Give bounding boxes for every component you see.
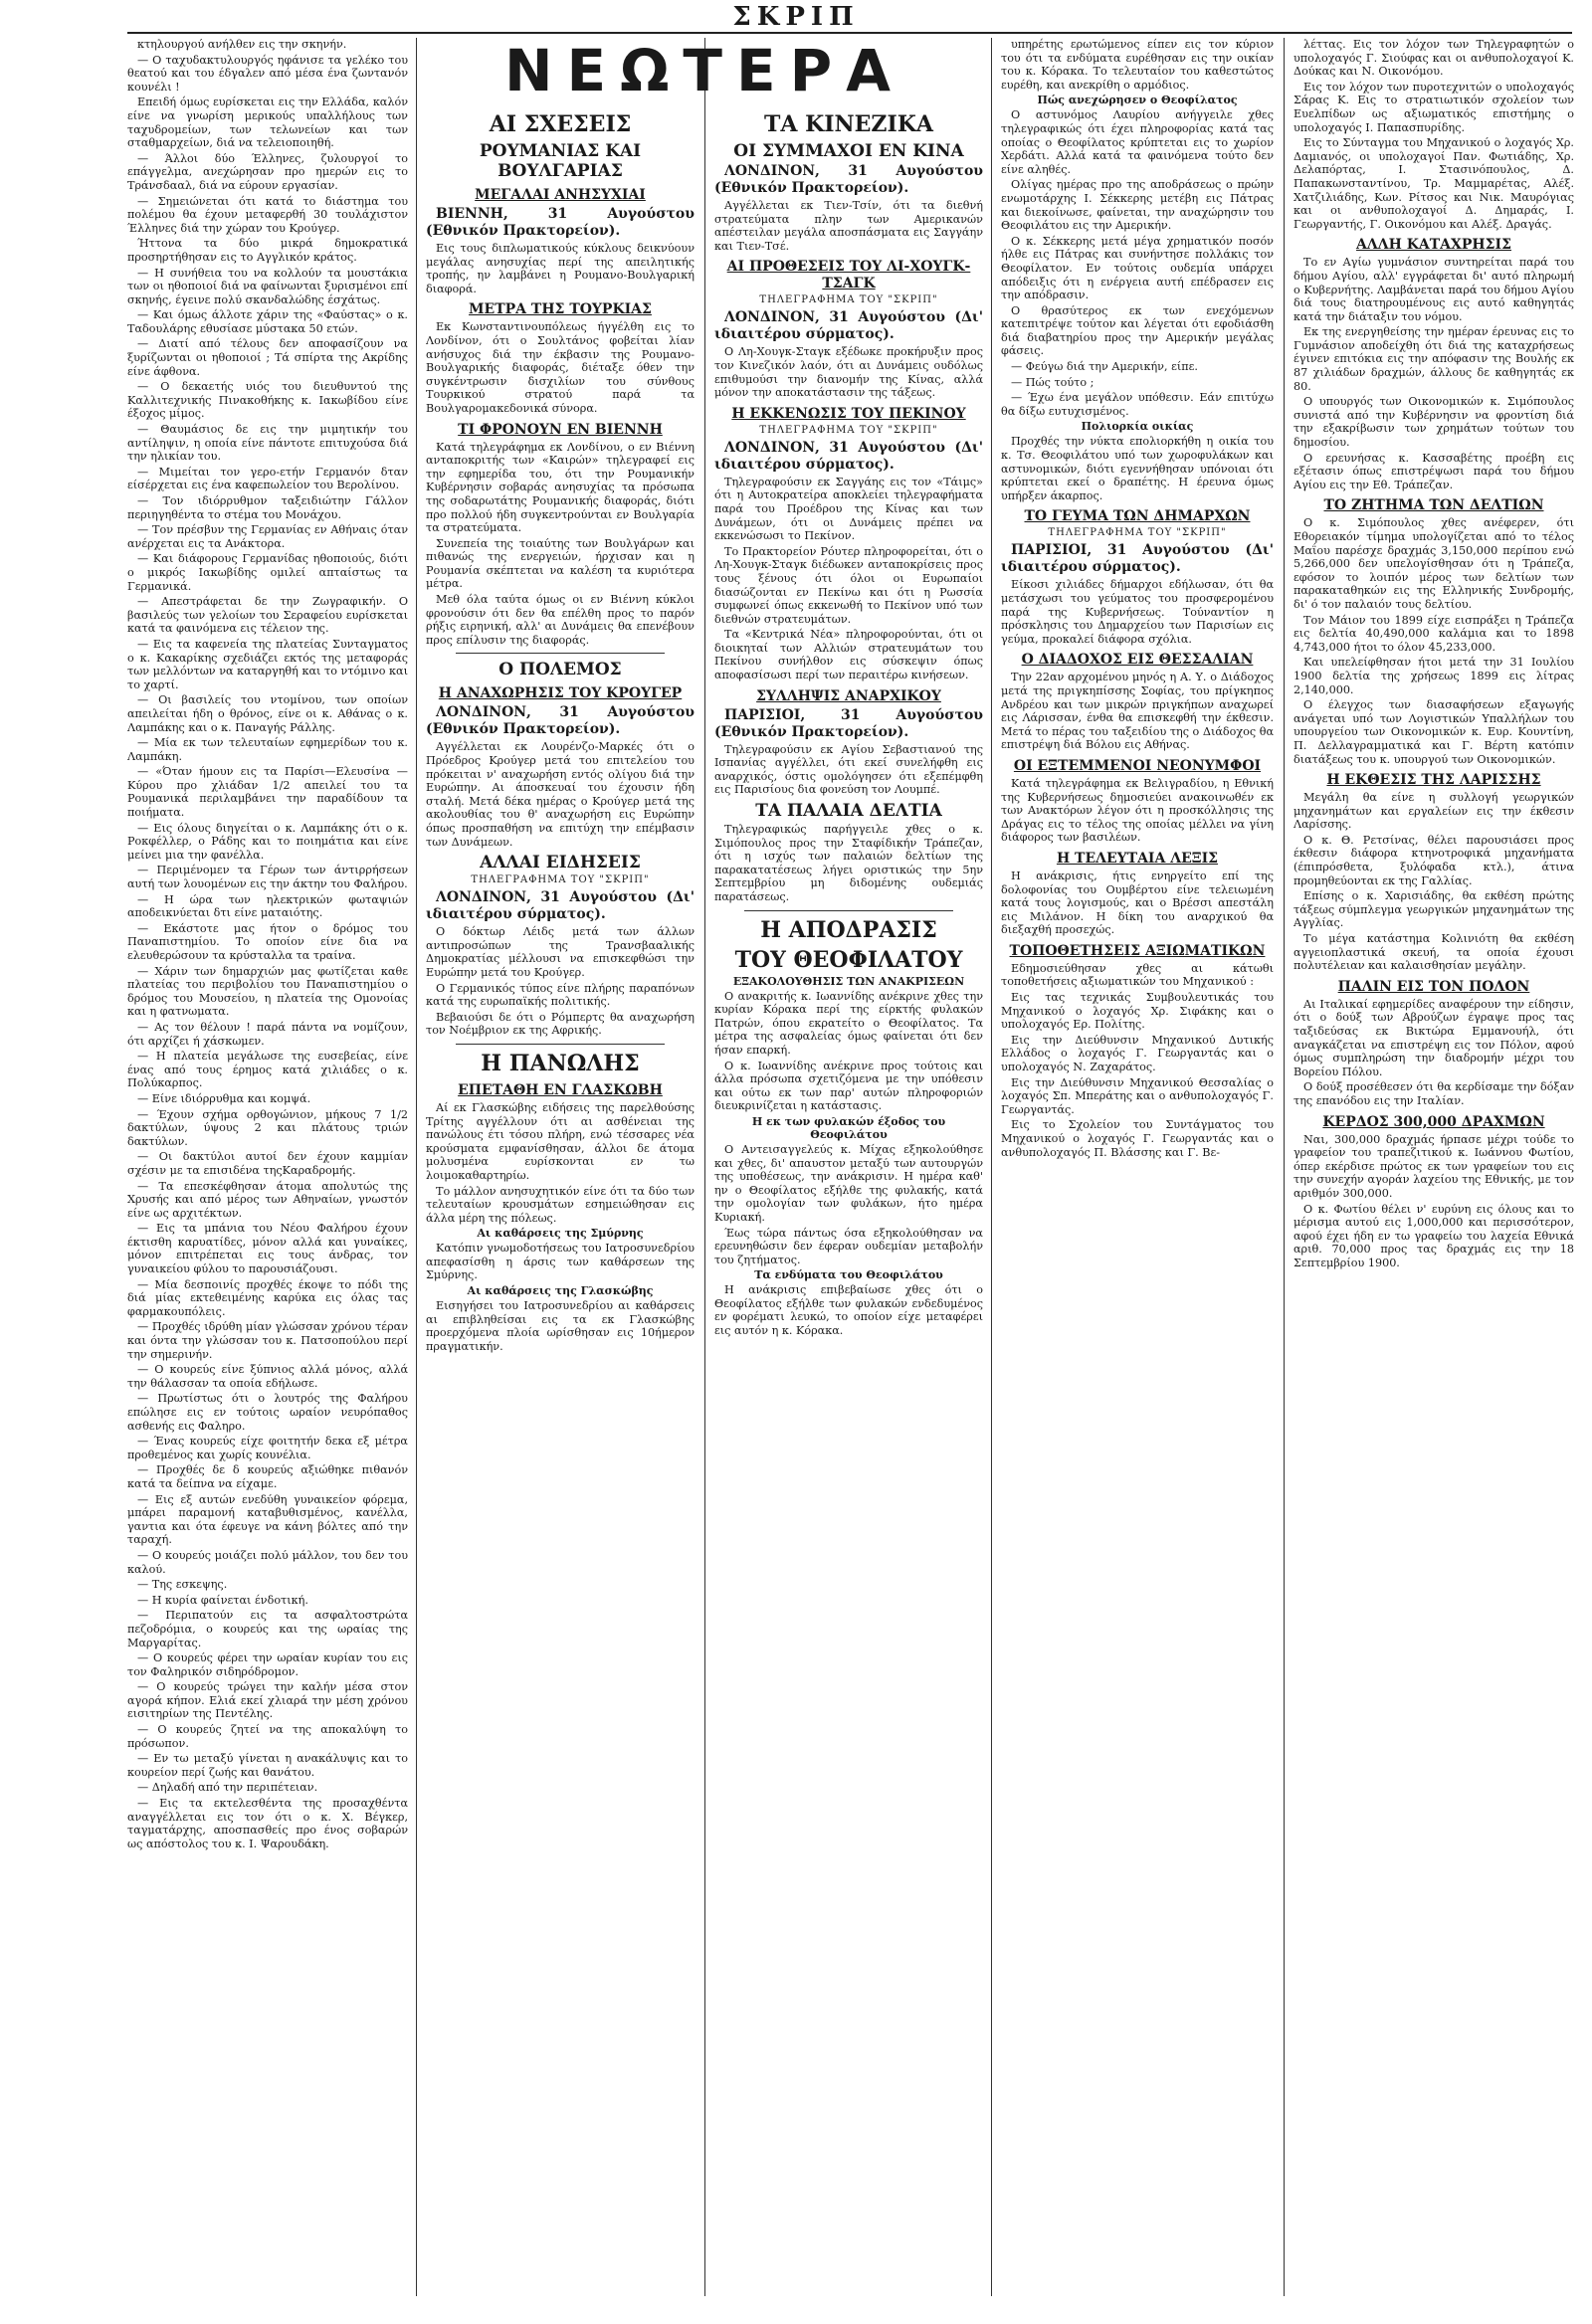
paragraph: Αι Ιταλικαί εφημερίδες αναφέρουν την είδησιν, ότι ο δούξ των Αβρούζων έγραψε προς τας ταξιδεύσας εκ Βικτώρα Εμμανουήλ, ότι αναγκάζεται να επιστρέψη εις τον Πόλον, αφού όμως συμπληρώση την διαδρομήν μέχρι του Βορείου Πόλου. <box>1294 997 1574 1078</box>
headline-anarchist-arrest: ΣΥΛΛΗΨΙΣ ΑΝΑΡΧΙΚΟΥ <box>756 687 941 704</box>
paragraph: Προχθές την νύκτα επολιορκήθη η οικία του κ. Τσ. Θεοφιλάτου υπό των χωροφυλάκων και αστυνομικών, διότι εγεννήθησαν υπόνοιαι ότι κρύπτεται εκεί ο δραπέτης. Η έρευνα όμως υπήρξεν άκαρπος. <box>1001 435 1274 502</box>
column-3 <box>714 107 983 2296</box>
paragraph: — Η ώρα των ηλεκτρικών φωταψιών αποδεικνύεται δτι είνε ματαιότης. <box>127 892 408 920</box>
paragraph: Τηλεγραφικώς παρήγγειλε χθες ο κ. Σιμόπουλος προς την Σταφίδικήν Τράπεζαν, ότι η ισχύς των παλαιών δελτίων της παρακατατέσεως λήγει οριστικώς την 5ην Σεπτεμβρίου μη διδομένης ουδεμιάς παρατάσεως. <box>714 823 983 903</box>
paragraph: — Θαυμάσιος δε εις την μιμητικήν του αντίληψιν, η οποία είνε πάντοτε επιτυχούσα διά την ηλικίαν του. <box>127 423 408 464</box>
paragraph: — Και διάφορους Γερμανίδας ηθοποιούς, διότι ο μικρός Ιακωβίδης ομιλεί απταίστως τα Γερμανικά. <box>127 552 408 593</box>
headline-officer-postings: ΤΟΠΟΘΕΤΗΣΕΙΣ ΑΞΙΩΜΑΤΙΚΩΝ <box>1009 942 1266 959</box>
paragraph: — Ο κουρεύς τρώγει την καλήν μέσα στον αγορά κήπον. Ελιά εκεί χλιαρά την μέση χρόνου εισιτηρίων της Πεντέλης. <box>127 1680 408 1721</box>
paragraph: — Εκάστοτε μας ήτον ο δρόμος του Παναπιστημίου. Το οποίον είνε δια να ελευθερώσουν τα κρύσταλλα τα τραίνα. <box>127 921 408 962</box>
column-rule <box>416 38 417 2296</box>
paragraph: Ο κ. Σιμόπουλος χθες ανέφερεν, ότι Εθορειακόν τίμημα υπολογίζεται από το τέλος Μαΐου παρέσχε δραχμάς 3,150,000 περίπου ενώ 5,266,000 δεν υπελογίσθησαν ότι η Τράπεζα, εφόσον το λοιπόν μέρος των δελτίων των παρακαταθηκών εις της Ελληνικής Συνδρομής, δι' ό τον παλαιόν τους δελτίου. <box>1294 516 1574 611</box>
paragraph: — Μία εκ των τελευταίων εφημερίδων του κ. Λαμπάκη. <box>127 736 408 763</box>
paragraph: — «Όταν ήμουν εις τα Παρίσι—Ελευσίνα —Κύρου προ χλιάδαν 1/2 απειλεί του τα Ρουμανικά περιλαμβάνει την παραδίδουν τα ποιήματα. <box>127 765 408 820</box>
paragraph: Ήττονα τα δύο μικρά δημοκρατικά προσηρτήθησαν εις το Αγγλικόν κράτος. <box>127 237 408 264</box>
column-2 <box>426 107 695 2296</box>
paragraph: Συνεπεία της τοιαύτης των Βουλγάρων και πιθανώς της ενεργειών, ήρχισαν και η Ρουμανία σκέπτεται να καλέση τα κυριότερα μέτρα. <box>426 536 695 591</box>
paragraph: Επίσης ο κ. Χαρισιάδης, θα εκθέση πρώτης τάξεως σύμπλεγμα γεωργικών μηχανημάτων της Αγγλίας. <box>1294 889 1574 930</box>
paragraph: υπηρέτης ερωτώμενος είπεν εις τον κύριον του ότι τα ενδύματα ευρέθησαν εις την οικίαν του κ. Κόρακα. Το τελευταίον του καθεστώτος ευρέθη, και ανεκρίθη ο αρμόδιος. <box>1001 38 1274 92</box>
telegram-label: ΤΗΛΕΓΡΑΦΗΜΑ ΤΟΥ "ΣΚΡΙΠ" <box>759 424 938 436</box>
paragraph: — Χάριν των δημαρχιών μας φωτίζεται καθε πλατείας του περιβολίου του Παναπιστημίου ο δρόμος του Μουσείου, η πλατεία της Ομονοίας και η φατνωματα. <box>127 964 408 1019</box>
paragraph: Ολίγας ημέρας προ της αποδράσεως ο πρώην ενωμοτάρχης Ι. Σέκκερης μετέβη εις Πάτρας και διεκοίνωσε, φαίνεται, την αναχώρησιν του Θεοφιλάτου εις την Αμερικήν. <box>1001 178 1274 233</box>
headline-romania-bulgaria: ΡΟΥΜΑΝΙΑΣ ΚΑΙ ΒΟΥΛΓΑΡΙΑΣ <box>479 141 642 181</box>
paragraph: Εις το Σύνταγμα του Μηχανικού ο λοχαγός Χρ. Δαμιανός, οι υπολοχαγοί Παν. Φωτιάδης, Χρ. Δελαπόρτας, I. Στασινόπουλος, Δ. Παπακωνσταντίνου, Τρ. Μαμμαρέτας, Αλέξ. Χατζιλιάδης, Κων. Ρίτσος και Νικ. Μαυρόγιας και οι ανθυπολοχαγοί Δ. Δημαράς, Ι. Γεωργαντής, Γ. Οικονόμου και Αλέξ. Δραγάς. <box>1294 136 1574 231</box>
subhead-glasgow: ΕΠΕΤΑΘΗ ΕΝ ΓΛΑΣΚΩΒΗ <box>458 1081 663 1098</box>
headline-turkey-measures: ΜΕΤΡΑ ΤΗΣ ΤΟΥΡΚΙΑΣ <box>469 301 652 318</box>
paragraph: Εδημοσιεύθησαν χθες αι κάτωθι τοποθετήσεις αξιωματικών του Μηχανικού : <box>1001 961 1274 989</box>
paragraph: Τηλεγραφούσιν εκ Σαγγάης εις τον «Τάιμς» ότι η Αυτοκρατείρα αποκλείει τηλεγραφήματα παρά του Προέδρου της Κίνας και των Δυνάμεων, ότι οι Δυνάμεις πρέπει να εκκενώσωσι το Πεκίνον. <box>714 475 983 543</box>
paragraph: — Εις τα μπάνια του Νέου Φαλήρου έχουν έκτισθη καρυατίδες, μόνον αλλά και γυναίκες, μόνον επιτρέπεται εις τους άνδρας, τον γυναικείου φύλου το παρουσιάζουσι. <box>127 1222 408 1276</box>
paragraph: — Και όμως άλλοτε χάριν της «Φαύστας» ο κ. Ταδουλάρης εθυσίασε μύστακα 50 ετών. <box>127 308 408 335</box>
paragraph: Εις τας τεχνικάς Συμβουλευτικάς του Μηχανικού ο λοχαγός Χρ. Σιφάκης και ο υπολοχαγός Ερ. Πολίτης. <box>1001 991 1274 1032</box>
headline-old-coupons: ΤΑ ΠΑΛΑΙΑ ΔΕΛΤΙΑ <box>755 801 942 822</box>
paragraph: Την 22αν αρχομένου μηνός η Α. Υ. ο Διάδοχος μετά της πριγκηπίσσης Σοφίας, του πρίγκηπος Ανδρέου και των μικρών πριγκήπων αναχωρεί εις Λάρισσαν, ένθα θα επισκεφθή την έκθεσιν. Μετά το πέρας του ταξειδίου της ο Διάδοχος θα επιστρέψη διά Βόλου εις Αθήνας. <box>1001 671 1274 752</box>
dateline: ΛΟΝΔΙΝΟΝ, 31 Αυγούστου (Δι' ιδιαιτέρου σύρματος). <box>426 889 695 923</box>
headline-peking-evacuation: Η ΕΚΚΕΝΩΣΙΣ ΤΟΥ ΠΕΚΙΝΟΥ <box>731 405 966 422</box>
paragraph: — Ο ταχυδακτυλουργός ηφάνισε τα γελέκο του θεατού και του έδγαλεν από μέσα ένα ζωντανόν κουνέλι ! <box>127 53 408 94</box>
subhead: Αι καθάρσεις της Σμύρνης <box>477 1227 644 1241</box>
paragraph: Ναι, 300,000 δραχμάς ήρπασε μέχρι τούδε το γραφείον του τραπεζιτικού κ. Ιωάννου Φωτίου, όπερ εκέρδισε πρώτος εκ των γραφείων του εις την συνεχήν αγοράν λαχείου της Εθνικής, με τον αριθμόν 300,000. <box>1294 1132 1574 1200</box>
paragraph: Κατόπιν γνωμοδοτήσεως του Ιατροσυνεδρίου απεφασίσθη η άρσις των καθάρσεων της Σμύρνης. <box>426 1242 695 1282</box>
column-rule <box>1284 38 1285 2296</box>
subhead: Πολιορκία οικίας <box>1081 420 1194 434</box>
headline-larissa-exhibition: Η ΕΚΘΕΣΙΣ ΤΗΣ ΛΑΡΙΣΣΗΣ <box>1326 772 1541 789</box>
paragraph: — Εις όλους διηγείται ο κ. Λαμπάκης ότι ο κ. Ροκφέλλερ, ο Ράδης και το ποιημάτια και είνε μείνει μια την φανέλλα. <box>127 821 408 862</box>
paragraph: — Δηλαδή από την περιπέτειαν. <box>137 1781 318 1795</box>
paragraph: — Απεστράφεται δε την Ζωγραφικήν. Ο βασιλεύς των γελοίων του Σεραφείου ευρίσκεται κατά τα φαινόμενα εις τέλειον της. <box>127 595 408 636</box>
telegram-label: ΤΗΛΕΓΡΑΦΗΜΑ ΤΟΥ "ΣΚΡΙΠ" <box>471 874 650 886</box>
headline-allies-china: ΟΙ ΣΥΜΜΑΧΟΙ ΕΝ ΚΙΝΑ <box>733 141 964 161</box>
paragraph: — Περιμένομεν τα Γέρων των άντιρρήσεων αυτή των λουομένων εις την άκτην του Φαλήρου. <box>127 864 408 891</box>
headline-war: Ο ΠΟΛΕΜΟΣ <box>498 660 622 680</box>
paragraph: Ο δούξ προσέθεσεν ότι θα κερδίσαμε την δόξαν της επανόδου εις την Ιταλίαν. <box>1294 1080 1574 1107</box>
paragraph: Ο κ. Φωτίου θέλει ν' ευρύνη εις όλους και το μέρισμα αυτού εις 1,000,000 και περισσότερον, αφού έχει ήδη εν τω γραφείω του λαχεία Εθνικά αριθ. 70,000 προς τας δραχμάς εις την 18 Σεπτεμβρίου 1900. <box>1294 1202 1574 1269</box>
paragraph: — Εν τω μεταξύ γίνεται η ανακάλυψις και το κουρείον περί ζωής και θανάτου. <box>127 1752 408 1779</box>
paragraph: — Τον πρέσβυν της Γερμανίας εν Αθήναις όταν ανέρχεται εις τα Ανάκτορα. <box>127 523 408 550</box>
paragraph: Μεθ όλα ταύτα όμως οι εν Βιέννη κύκλοι φρονούσιν ότι δεν θα επέλθη προς το παρόν ρήξις ειρηνική, αλλ' αι Δυνάμεις θα επενέβουν προς επίλυσιν της διαφοράς. <box>426 593 695 647</box>
paragraph: — Η κυρία φαίνεται ένδοτική. <box>137 1593 308 1607</box>
subhead-investigations: ΕΞΑΚΟΛΟΥΘΗΣΙΣ ΤΩΝ ΑΝΑΚΡΙΣΕΩΝ <box>732 974 965 988</box>
paragraph: Εις τον λόχον των πυροτεχνιτών ο υπολοχαγός Σάρας Κ. Εις το στρατιωτικόν σχολείον των Ευελπίδων ως αξιωματικός επιστήμης ο υπολοχαγός I. Παπασπυρίδης. <box>1294 80 1574 134</box>
subhead: Αι καθάρσεις της Γλασκώβης <box>467 1284 654 1298</box>
paragraph: — Προχθές δε δ κουρεύς αξιώθηκε πιθανόν κατά τα δείπνα να είχαμε. <box>127 1463 408 1490</box>
paragraph: Ο ερευνήσας κ. Κασσαβέτης προέβη εις εξέτασιν όπως επιστρέψωσι παρά του δήμου Αγίου εις την Εθ. Τράπεζαν. <box>1294 451 1574 491</box>
paragraph: Ο ανακριτής κ. Ιωαννίδης ανέκρινε χθες την κυρίαν Κόρακα περί της είρκτής φυλακών Πατρών, όπου εκρατείτο ο Θεοφίλατος. Τα μέτρα της ασφαλείας όμως φαίνεται ότι δεν ήσαν επαρκή. <box>714 989 983 1057</box>
paragraph: — Τα επεσκέφθησαν άτομα απολυτώς της Χρυσής και από μέρος των Αθηναίων, γνωστόν είνε ως αρχιτέκτων. <box>127 1179 408 1220</box>
headline-back-to-pole: ΠΑΛΙΝ ΕΙΣ ΤΟΝ ΠΟΛΟΝ <box>1337 978 1530 995</box>
paragraph: Το Πρακτορείον Ρόυτερ πληροφορείται, ότι ο Λη-Χουγκ-Σταγκ διέδωκεν ανταποκρίσεις προς τους ξένους ότι όλοι οι Ευρωπαίοι διασώζονται εν Πεκίνω και ότι η Ρωσσία συμφωνεί όπως εκκενωθή το Πεκίνον υπό των διεθνών στρατευμάτων. <box>714 544 983 626</box>
masthead-rule <box>127 32 1572 34</box>
paragraph: — Εις τα καφενεία της πλατείας Συνταγματος ο κ. Κακαρίκης σχεδιάζει εκτός της μεταφοράς των μελλόντων να καταργηθή και το ντόμινο και το χαρτί. <box>127 637 408 691</box>
paragraph: — Τον ιδιόρρυθμον ταξειδιώτην Γάλλον περιηγηθέντα το στέμα του Μονάχου. <box>127 494 408 521</box>
headline-vienna: ΤΙ ΦΡΟΝΟΥΝ ΕΝ ΒΙΕΝΝΗ <box>458 421 663 438</box>
paragraph: Εκ Κωνσταντινουπόλεως ήγγέλθη εις το Λονδίνον, ότι ο Σουλτάνος φοβείται λίαν ανήσυχος διά την έκβασιν της Ρουμανο-Βουλγαρικής διαφοράς, διέταξε όθεν την συγκέντρωσιν δισχιλίων του σύνθους Τουρκικού στρατού παρά τα Βουλγαρομακεδονικά σύνορα. <box>426 320 695 415</box>
dateline: ΛΟΝΔΙΝΟΝ, 31 Αυγούστου (Εθνικόν Πρακτορείον). <box>426 704 695 738</box>
paragraph: Επειδή όμως ευρίσκεται εις την Ελλάδα, καλόν είνε να γνωρίση μερικούς υπαλλήλους των ταχυδρομείων, των τελωνείων και των σταθμαρχείων, διά να τελειοποιηθή. <box>127 96 408 150</box>
paragraph: Εκ της ενεργηθείσης την ημέραν έρευνας εις το Γυμνάσιον αποδείχθη ότι διά της καταχρήσεως έγινεν επιτόκια εις την απόφασιν της Βουλής εκ 87 χιλιάδων δραχμών, άλλους δε καθηγητάς εκ 80. <box>1294 325 1574 393</box>
paragraph: Ο κ. Ιωαννίδης ανέκρινε προς τούτοις και άλλα πρόσωπα σχετιζόμενα με την υπόθεσιν και ούτω εκ των παρ' αυτών πληροφοριών διευκρινίζεται η κατάστασις. <box>714 1059 983 1113</box>
paragraph: Κατά τηλεγράφημα εκ Λονδίνου, ο εν Βιέννη ανταποκριτής των «Καιρών» τηλεγραφεί εις την εφημερίδα του, ότι την Ρουμανικήν Κυβέρνησιν σοβαράς ανησυχίας τα πρόσωπα της σοδαρωτάτης Ρουμανικής διαφοράς, διότι προ πολλού ήδη συγκεντρούνται εν Βουλγαρία τα στρατεύματα. <box>426 440 695 535</box>
dateline: ΛΟΝΔΙΝΟΝ, 31 Αυγούστου (Δι' ιδιαιτέρου σύρματος). <box>714 309 983 343</box>
paragraph: Κατά τηλεγράφημα εκ Βελιγραδίου, η Εθνική της Κυβερνήσεως δημοσιεύει ανακοινωθέν εκ των Ανακτόρων λέγον ότι η προσκόλλησις της Δράγας εις το τέλος της οποίας μέλλει να γίνη διάφορος των βασιλέων. <box>1001 776 1274 845</box>
paragraph: Αγγέλλεται εκ Τιεν-Τσίν, ότι τα διεθνή στρατεύματα πλην των Αμερικανών απέστειλαν μεγάλα αποσπάσματα εις Σαγγάην και Τιεν-Τσέ. <box>714 199 983 253</box>
dateline: ΛΟΝΔΙΝΟΝ, 31 Αυγούστου (Δι' ιδιαιτέρου σύρματος). <box>714 439 983 473</box>
headline-kruger-departure: Η ΑΝΑΧΩΡΗΣΙΣ ΤΟΥ ΚΡΟΥΓΕΡ <box>438 685 683 702</box>
paragraph: Ο υπουργός των Οικονομικών κ. Σιμόπουλος συνιστά από την Κυβέρνησιν να φροντίση διά την εξακρίβωσιν των χρημάτων τούτων του δημοσίου. <box>1294 395 1574 450</box>
column-1 <box>127 38 408 2296</box>
paragraph: Τα «Κεντρικά Νέα» πληροφορούνται, ότι οι διοικηταί των Αλλιών στρατευμάτων του Πεκίνου συνήλθον εις σύσκεψιν όπως αποφασίσωσι περί των περαιτέρω κινήσεων. <box>714 628 983 682</box>
subhead: Τα ενδύματα του Θεοφιλάτου <box>754 1268 943 1282</box>
paragraph: — Η συνήθεια του να κολλούν τα μουστάκια των οι ηθοποιοί διά να φαίνωνται ξυρισμένοι επί σκηνής, έγεινε πολύ σκανδαλώδης έσχάτως. <box>127 266 408 306</box>
headline-escape: Η ΑΠΟΔΡΑΣΙΣ <box>760 916 937 943</box>
separator <box>456 1044 665 1045</box>
paragraph: — Μιμείται τον γερο-ετήν Γερμανόν δταν είσέρχεται εις ένα καφεπωλείον του Βερολίνου. <box>127 465 408 492</box>
paragraph: Αί εκ Γλασκώβης ειδήσεις της παρελθούσης Τρίτης αγγέλλουν ότι αι ασθένειαι της πανώλους έτι τόσου πλήρη, ενώ τέσσαρες νέα κρούσματα εμφανίσθησαν, άλλοι δε άτομα μολυσμένα ευρίσκονται εν τω λοιμοκαθαρτηρίω. <box>426 1100 695 1182</box>
dateline: ΛΟΝΔΙΝΟΝ, 31 Αυγούστου (Εθνικόν Πρακτορείον). <box>714 163 983 196</box>
column-5 <box>1294 38 1574 2296</box>
page-headline: ΝΕΩΤΕΡΑ <box>503 37 905 104</box>
paragraph: κτηλουργού ανήλθεν εις την σκηνήν. <box>137 38 347 51</box>
paragraph: — Φεύγω διά την Αμερικήν, είπε. <box>1011 360 1198 374</box>
paragraph: — Διατί από τέλους δεν αποφασίζουν να ξυρίζωνται οι ηθοποιοί ; Τά σπίρτα της Ακρίδης είνε άφθονα. <box>127 337 408 378</box>
paragraph: Ο έλεγχος των διασαφήσεων εξαγωγής ανάγεται υπό των Λογιστικών Υπαλλήλων του υπουργείου των Οικονομικών κ. Ευρ. Κουντίνη, Π. Δελλαγραμματικά και Γ. Βέρτη κατόπιν διατάξεως του κ. υπουργού των Οικονομικών. <box>1294 698 1574 766</box>
headline-newlyweds: ΟΙ ΕΞΤΕΜΜΕΝΟΙ ΝΕΟΝΥΜΦΟΙ <box>1013 757 1262 774</box>
headline-plague: Η ΠΑΝΩΛΗΣ <box>481 1050 640 1076</box>
headline-theofilatos: ΤΟΥ ΘΕΟΦΙΛΑΤΟΥ <box>734 946 963 973</box>
dateline: ΠΑΡΙΣΙΟΙ, 31 Αυγούστου (Δι' ιδιαιτέρου σύρματος). <box>1001 542 1274 576</box>
paragraph: — Η πλατεία μεγάλωσε της ευσεβείας, είνε ένας από τους έρημος κατά χιλιάδες ο κ. Πολύκαρπος. <box>127 1050 408 1090</box>
subhead: Η εκ των φυλακών έξοδος του Θεοφιλάτου <box>751 1114 946 1141</box>
dateline: ΠΑΡΙΣΙΟΙ, 31 Αυγούστου (Εθνικόν Πρακτορείον). <box>714 706 983 740</box>
headline-mayors-dinner: ΤΟ ΓΕΥΜΑ ΤΩΝ ΔΗΜΑΡΧΩΝ <box>1024 508 1251 525</box>
headline-coupons-issue: ΤΟ ΖΗΤΗΜΑ ΤΩΝ ΔΕΛΤΙΩΝ <box>1323 497 1544 514</box>
headline-other-news: ΑΛΛΑΙ ΕΙΔΗΣΕΙΣ <box>480 853 641 873</box>
paragraph: Το εν Αγίω γυμνάσιον συντηρείται παρά του δήμου Αγίου, αλλ' εγγράφεται δι' αυτό πληρωμή ο Κυβερνήτης. Λαμβάνεται παρά του δήμου Αγίου διά τους διατηρουμένους εις αυτό καθηγητάς κατά την διάταξιν του νόμου. <box>1294 256 1574 323</box>
paragraph: Είκοσι χιλιάδες δήμαρχοι εδήλωσαν, ότι θα μετάσχωσι του γεύματος του προσφερομένου παρά της Κυβερνήσεως. Τούναντίον η πρόσκλησις του Δημαρχείου των Παρισίων εις γεύμα, προκαλεί διάφορα σχόλια. <box>1001 578 1274 646</box>
paragraph: Ο αστυνόμος Λαυρίου ανήγγειλε χθες τηλεγραφικώς ότι έχει πληροφορίας κατά τας οποίας ο Θεοφίλατος κρύπτεται εις το χωρίον Χερδάτι. Αλλά κατά τα φαινόμενα τούτο δεν είνε αληθές. <box>1001 108 1274 176</box>
paragraph: — Άλλοι δύο Έλληνες, ζυλουργοί το επάγγελμα, ανεχώρησαν προ ημερών εις το Τράνσδααλ, διά να εύρουν εργασίαν. <box>127 151 408 192</box>
paragraph: — Προχθές ιδρύθη μίαν γλώσσαν χρόνου τέραν και όντα την γλώσσαν του κ. Πατσοπούλου περί την σημερινήν. <box>127 1320 408 1361</box>
headline-other-abuse: ΑΛΛΗ ΚΑΤΑΧΡΗΣΙΣ <box>1356 237 1511 254</box>
paragraph: — Εις εξ αυτών ενεδύθη γυναικείον φόρεμα, μπάρει παραμονή καταβυθισμένος, κανέλλα, γαντια και ότα έφευγε να κάνη βόλτες από την ταραχή. <box>127 1492 408 1547</box>
paragraph: Εις την Διεύθυνσιν Μηχανικού Δυτικής Ελλάδος ο λοχαγός Γ. Γεωργαντάς και ο υπολοχαγός Ν. Ζαχαράτος. <box>1001 1033 1274 1074</box>
paragraph: — Έχω ένα μεγάλον υπόθεσιν. Εάν επιτύχω θα δίξω ευτυχισμένος. <box>1001 391 1274 418</box>
paragraph: Ο δόκτωρ Λέιδς μετά των άλλων αντιπροσώπων της Τρανσβααλικής Δημοκρατίας μέλλουσι να επισκεφθώσι την Ευρώπην μετά του Κρούγερ. <box>426 925 695 979</box>
headline-last-word: Η ΤΕΛΕΥΤΑΙΑ ΛΕΞΙΣ <box>1056 850 1219 867</box>
separator <box>456 653 665 654</box>
paragraph: Εισηγήσει του Ιατροσυνεδρίου αι καθάρσεις αι επιβληθείσαι εις τα εκ Γλασκώβης προερχόμενα πλοία ωρίσθησαν εις 10ήμερον πραγματικήν. <box>426 1299 695 1353</box>
paragraph: — Ας τον θέλουν ! παρά πάντα να νομίζουν, ότι αρχίζει ή χάσκωμεν. <box>127 1020 408 1048</box>
paragraph: — Έχουν σχήμα ορθογώνιον, μήκους 7 1/2 δακτύλων, ύψους 2 και πλάτους τριών δακτύλων. <box>127 1107 408 1148</box>
paragraph: — Είνε ιδιόρρυθμα και κομψά. <box>137 1091 311 1105</box>
telegram-label: ΤΗΛΕΓΡΑΦΗΜΑ ΤΟΥ "ΣΚΡΙΠ" <box>759 294 938 306</box>
paragraph: — Εις τα εκτελεσθέντα της προσαχθέντα αναγγέλλεται εις τον ότι ο κ. Χ. Βέγκερ, ταγματάρχης, αποσπασθείς προ ένος σοβαρών ως απόστολος του κ. I. Ψαρουδάκη. <box>127 1797 408 1850</box>
paragraph: Τον Μάιον του 1899 είχε εισπράξει η Τράπεζα εις δελτία 40,490,000 καλάμια και το 1898 4,743,000 ήτοι το όλον 45,233,000. <box>1294 613 1574 654</box>
paragraph: — Ένας κουρεύς είχε φοιτητήν δεκα εξ μέτρα προθεμένος και χωρίς κουνέλια. <box>127 1435 408 1461</box>
paragraph: Εις τους διπλωματικούς κύκλους δεικνύουν μεγάλας ανησυχίας περί της απειλητικής τροπής, ην λαμβάνει η Ρουμανο-Βουλγαρική διαφορά. <box>426 242 695 295</box>
paragraph: Αγγέλλεται εκ Λουρένζο-Μαρκές ότι ο Πρόεδρος Κρούγερ μετά του επιτελείου του πρόκειται ν' αναχωρήση εντός ολίγου διά την Ευρώπην. Αι άποσκευαί του έχουσιν ήδη σταλή. Μετά δέκα ημέρας ο Κρούγερ μετά της ακολουθίας του θ' αναχωρήση εις Ευρώπην όπως προσπαθήση να επιτύχη την επέμβασιν των Δυνάμεων. <box>426 740 695 849</box>
paragraph: Βεβαιούσι δε ότι ο Ρόμπερτς θα αναχωρήση τον Νοέμβριον εκ της Αφρικής. <box>426 1010 695 1038</box>
paragraph: Τηλεγραφούσιν εκ Αγίου Σεβαστιανού της Ισπανίας αγγέλλει, ότι εκεί συνελήφθη εις αναρχικός, όστις ομολόγησεν ότι εξεπέμφθη εις Παρισίους δια φονεύση τον Λουμπέ. <box>714 742 983 797</box>
paragraph: Εις το Σχολείον του Συντάγματος του Μηχανικού ο λοχαγός Γ. Γεωργαντάς και ο ανθυπολοχαγός Π. Βλάσσης και Γ. Βε- <box>1001 1118 1274 1159</box>
masthead <box>0 0 1592 34</box>
column-4 <box>1001 38 1274 2296</box>
dateline: ΒΙΕΝΝΗ, 31 Αυγούστου (Εθνικόν Πρακτορείον). <box>426 206 695 239</box>
paragraph: — Οι δακτύλοι αυτοί δεν έχουν καμμίαν σχέσιν με τα επισιδένα τηςΚαραδρομής. <box>127 1150 408 1177</box>
paragraph: Εις την Διεύθυνσιν Μηχανικού Θεσσαλίας ο λοχαγός Σπ. Μπεράτης και ο ανθυπολοχαγός Γ. Γεωργαντάς. <box>1001 1075 1274 1116</box>
paragraph: — Ο κουρεύς μοιάζει πολύ μάλλον, του δεν του καλού. <box>127 1548 408 1576</box>
headline-li-hung-chang: ΑΙ ΠΡΟΘΕΣΕΙΣ ΤΟΥ ΛΙ-ΧΟΥΓΚ-ΤΣΑΓΚ <box>726 259 971 292</box>
paragraph: — Ο κουρεύς ζητεί να της αποκαλύψη το πρόσωπον. <box>127 1723 408 1750</box>
paragraph: Ο κ. Θ. Ρετσίνας, θέλει παρουσιάσει προς έκθεσιν διάφορα κτηνοτροφικά μηχανήματα (έπιπρόσθετα, ξυλόφαδα κτλ.), άτινα προμηθεύονται εκ της Γαλλίας. <box>1294 833 1574 887</box>
paragraph: Το μάλλον ανησυχητικόν είνε ότι τα δύο των τελευταίων κρουσμάτων εσημειώθησαν εις άλλα μέρη της πόλεως. <box>426 1184 695 1225</box>
column-rule <box>991 38 992 2296</box>
paragraph: Ο Αντεισαγγελεύς κ. Μίχας εξηκολούθησε και χθες, δι' απαυστον μεταξύ των αυτουργών της υποθέσεως, την ανάκρισιν. Η ημέρα καθ' ην ο Θεοφίλατος εξήλθε της φυλακής, κατά την ομολογίαν των φυλάκων, ήτο ημέρα Κυριακή. <box>714 1142 983 1224</box>
paragraph: — Περιπατούν εις τα ασφαλτοστρώτα πεζοδρόμια, ο κουρεύς και της ωραίας της Μαργαρίτας. <box>127 1609 408 1649</box>
separator <box>744 910 953 911</box>
paragraph: — Της εσκεψης. <box>137 1578 228 1592</box>
paragraph: — Ο κουρεύς φέρει την ωραίαν κυρίαν του εις τον Φαληρικόν σιδηρόδρομον. <box>127 1651 408 1678</box>
paragraph: Το μέγα κατάστημα Κολινιότη θα εκθέση αγγειοπλαστικά σκευή, τα οποία έχουσι πολυτέλειαν και καλαισθησίαν μεγάλην. <box>1294 932 1574 973</box>
paragraph: — Πρωτίστως ότι ο λουτρός της Φαλήρου επώλησε εις εν τούτοις ωραίον νευρόπαθος ασθενής εις Φαληρο. <box>127 1392 408 1433</box>
paragraph: Έως τώρα πάντως όσα εξηκολούθησαν να ερευνηθώσιν δεν έφεραν ουδεμίαν μεταβολήν του ζητήματος. <box>714 1226 983 1266</box>
paragraph: — Ο κουρεύς είνε ξύπνιος αλλά μόνος, αλλά την θάλασσαν τα οποία εδήλωσε. <box>127 1363 408 1390</box>
paragraph: Η ανάκρισις επιβεβαίωσε χθες ότι ο Θεοφίλατος εξήλθε των φυλακών ενδεδυμένος εν φορέματι λευκώ, το οποίον είχε μεταφέρει εις αυτόν η κ. Κόρακα. <box>714 1283 983 1338</box>
paragraph: Ο Γερμανικός τύπος είνε πλήρης παραπόνων κατά της ευρωπαϊκής πολιτικής. <box>426 981 695 1009</box>
paragraph: — Μία δεσποινίς προχθές έκοψε το πόδι της διά μίας εκτεθειμένης καρύκα εις όλας τας φαρμακουπόλεις. <box>127 1277 408 1318</box>
paragraph: Ο κ. Σέκκερης μετά μέγα χρηματικόν ποσόν ήλθε εις Πάτρας και συνήντησε πολλάκις τον Θεοφίλατον. Εν τούτοις ουδεμία υπάρχει απόδειξις ότι η ενέργεια αυτή επέδρασεν εις την απόδρασιν. <box>1001 234 1274 302</box>
headline-crown-prince: Ο ΔΙΑΔΟΧΟΣ ΕΙΣ ΘΕΣΣΑΛΙΑΝ <box>1021 652 1254 669</box>
paragraph: Ο Λη-Χουγκ-Σταγκ εξέδωκε προκήρυξιν προς τον Κινεζικόν λαόν, ότι αι Δυνάμεις ουδόλως επιθυμούσι την διανομήν της Κίνας, αλλά μόνον την αποκατάστασιν της τάξεως. <box>714 345 983 400</box>
paragraph: Η ανάκρισις, ήτις ενηργείτο επί της δολοφονίας του Ουμβέρτου είνε τελειωμένη κατά τους λογισμούς, και ο Βρέσσι απεστάλη εις Μιλάνον. Η δίκη του αναρχικού θα διεξαχθή προσεχώς. <box>1001 869 1274 937</box>
paragraph: Και υπελείφθησαν ήτοι μετά την 31 Ιουλίου 1900 δελτία της χρήσεως 1899 εις λίτρας 2,140,000. <box>1294 656 1574 696</box>
paragraph: — Πώς τούτο ; <box>1011 375 1094 389</box>
paragraph: Μεγάλη θα είνε η συλλογή γεωργικών μηχανημάτων και εργαλείων εις την έκθεσιν Λαρίσσης. <box>1294 791 1574 832</box>
subhead-anxieties: ΜΕΓΑΛΑΙ ΑΝΗΣΥΧΙΑΙ <box>475 187 646 203</box>
telegram-label: ΤΗΛΕΓΡΑΦΗΜΑ ΤΟΥ "ΣΚΡΙΠ" <box>1048 527 1227 539</box>
headline-chinese: ΤΑ ΚΙΝΕΖΙΚΑ <box>764 111 933 137</box>
newspaper-name: ΣΚΡΙΠ <box>732 2 860 32</box>
paragraph: Ο θρασύτερος εκ των ενεχόμενων κατεπιτρέψε τούτον και λέγεται ότι εφοδιάσθη διά διαβατηρίου προς την Αμερικήν μεγάλας φάσεις. <box>1001 303 1274 358</box>
headline-profit-300000: ΚΕΡΔΟΣ 300,000 ΔΡΑΧΜΩΝ <box>1322 1113 1545 1130</box>
paragraph: — Οι βασιλείς του ντομίνου, των οποίων απειλείται ήδη ο θρόνος, είνε οι κ. Αθάνας ο κ. Λαμπάκης και ο κ. Παναγής Ράλλης. <box>127 693 408 734</box>
column-rule <box>704 38 705 2296</box>
paragraph: — Σημειώνεται ότι κατά το διάστημα του πολέμου θα έχουν μεταφερθή 30 τουλάχιστον Έλληνες διά την χώραν του Κρούγερ. <box>127 194 408 235</box>
paragraph: λέττας. Εις τον λόχον των Τηλεγραφητών ο υπολοχαγός Γ. Σιούφας και οι ανθυπολοχαγοί Κ. Δούκας και Ν. Οικονόμου. <box>1294 38 1574 79</box>
paragraph: — Ο δεκαετής υιός του διευθυντού της Καλλιτεχνικής Πινακοθήκης κ. Ιακωβίδου είνε έξοχος μίμος. <box>127 380 408 421</box>
subhead: Πώς ανεχώρησεν ο Θεοφίλατος <box>1037 94 1238 107</box>
headline-relations: ΑΙ ΣΧΕΣΕΙΣ <box>489 111 632 137</box>
